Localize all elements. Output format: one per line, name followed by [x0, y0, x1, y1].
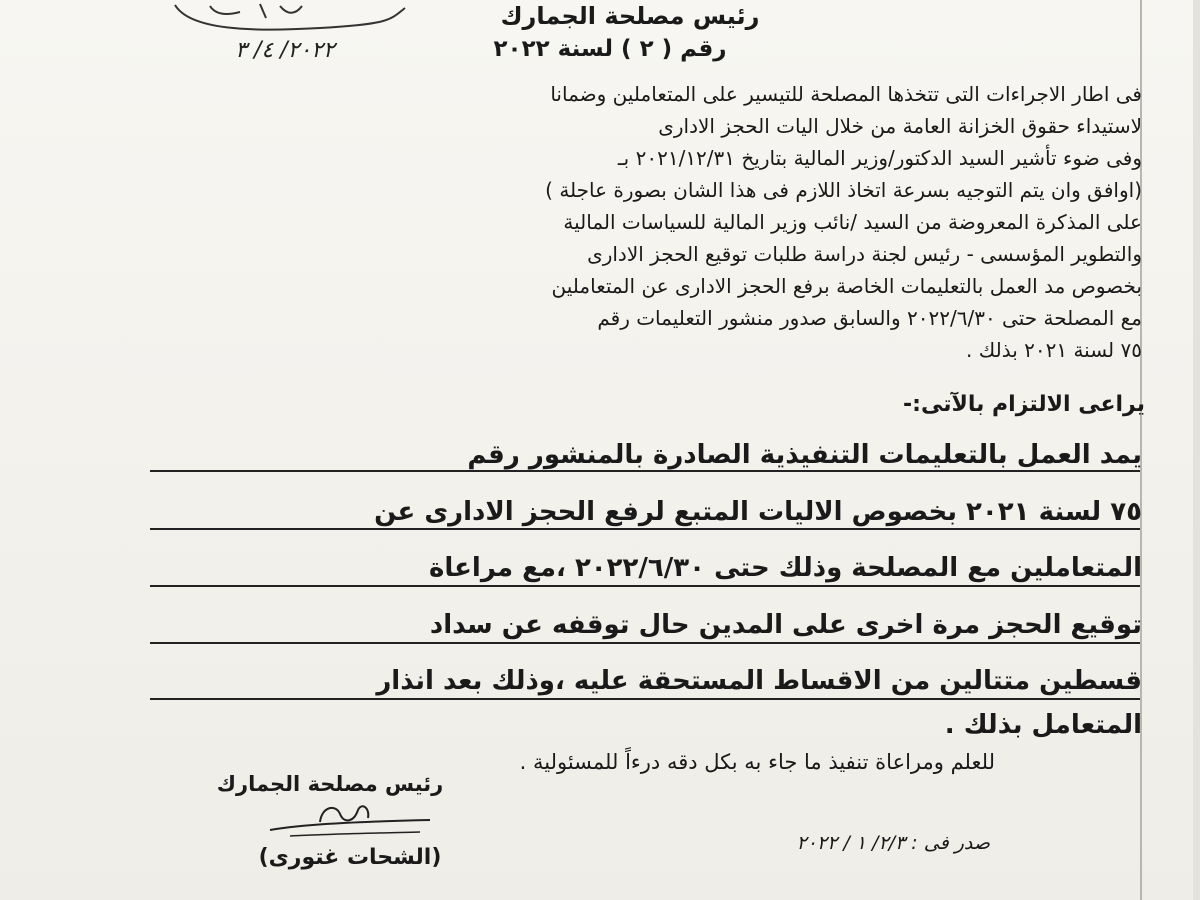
underline	[150, 642, 1140, 644]
handwritten-date: ٢٠٢٢/ ٤/ ٣	[235, 38, 335, 63]
intro-line: بخصوص مد العمل بالتعليمات الخاصة برفع الحجز الادارى عن المتعاملين	[551, 274, 1142, 298]
intro-line: والتطوير المؤسسى - رئيس لجنة دراسة طلبات توقيع الحجز الادارى	[587, 242, 1142, 266]
document-title: رئيس مصلحة الجمارك	[500, 2, 760, 30]
closing-note: للعلم ومراعاة تنفيذ ما جاء به بكل دقه درءاً للمسئولية .	[519, 750, 995, 774]
underline	[150, 470, 1140, 472]
directive-heading: يراعى الالتزام بالآتى:-	[903, 392, 1145, 417]
underline	[150, 698, 1140, 700]
intro-line: على المذكرة المعروضة من السيد /نائب وزير المالية للسياسات المالية	[563, 210, 1142, 234]
directive-line: توقيع الحجز مرة اخرى على المدين حال توقفه عن سداد	[429, 610, 1142, 640]
intro-line: وفى ضوء تأشير السيد الدكتور/وزير المالية بتاريخ ٢٠٢١/١٢/٣١ بـ	[617, 146, 1142, 170]
document-number: رقم ( ٢ ) لسنة ٢٠٢٢	[493, 36, 727, 62]
intro-line: (اوافق وان يتم التوجيه بسرعة اتخاذ اللازم فى هذا الشان بصورة عاجلة )	[545, 178, 1142, 202]
signatory-title: رئيس مصلحة الجمارك	[216, 772, 444, 796]
issue-date: صدر فى : ٢/٣/ ١ / ٢٠٢٢	[796, 832, 990, 854]
intro-line: مع المصلحة حتى ٢٠٢٢/٦/٣٠ والسابق صدور منشور التعليمات رقم	[597, 306, 1142, 330]
directive-line: المتعاملين مع المصلحة وذلك حتى ٢٠٢٢/٦/٣٠ ،مع مراعاة	[429, 553, 1142, 583]
directive-line: ٧٥ لسنة ٢٠٢١ بخصوص الاليات المتبع لرفع الحجز الادارى عن	[374, 497, 1142, 527]
intro-line: فى اطار الاجراءات التى تتخذها المصلحة للتيسير على المتعاملين وضمانا	[550, 82, 1142, 106]
intro-paragraph	[0, 0, 1200, 380]
directive-line: المتعامل بذلك .	[944, 710, 1142, 740]
directive-line: قسطين متتالين من الاقساط المستحقة عليه ،وذلك بعد انذار	[376, 666, 1142, 696]
signatory-name: (الشحات غتورى)	[258, 845, 442, 870]
intro-line: لاستيداء حقوق الخزانة العامة من خلال اليات الحجز الادارى	[658, 114, 1142, 138]
intro-line: ٧٥ لسنة ٢٠٢١ بذلك .	[966, 338, 1142, 362]
signature-scrawl-icon	[250, 800, 440, 840]
directive-line: يمد العمل بالتعليمات التنفيذية الصادرة بالمنشور رقم	[467, 440, 1142, 470]
underline	[150, 585, 1140, 587]
underline	[150, 528, 1140, 530]
